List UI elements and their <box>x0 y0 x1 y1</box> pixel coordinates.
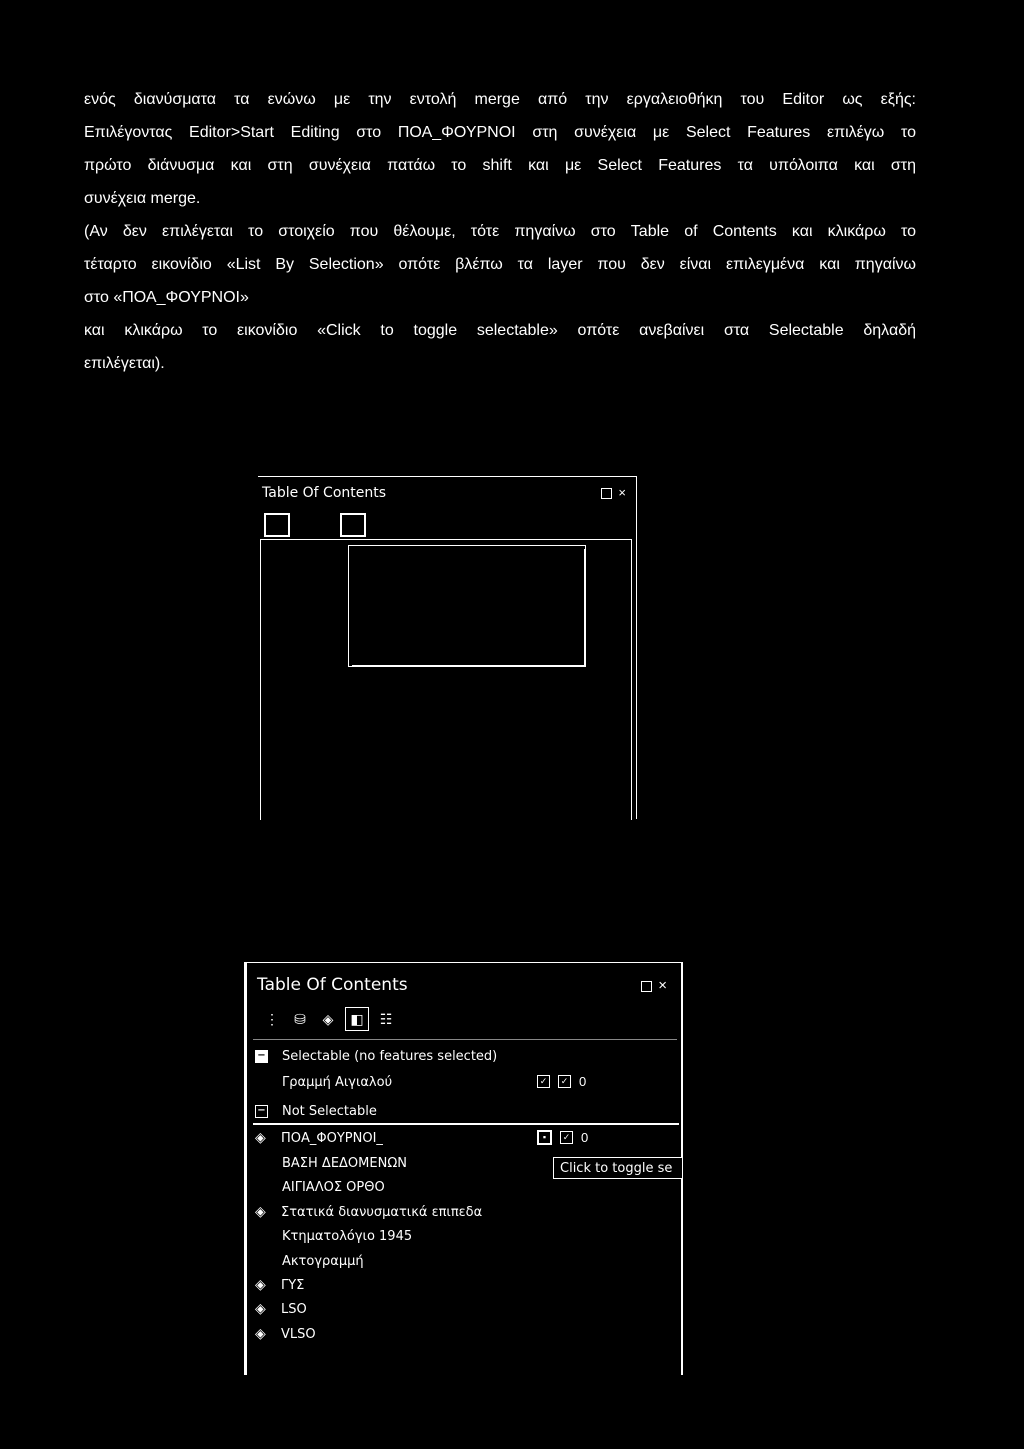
text-line: ενός διανύσματα τα ενώνω με την εντολή merge από την εργαλειοθήκη του Editor ως εξής: <box>84 91 916 108</box>
tooltip: Click to toggle se <box>553 1157 683 1179</box>
group-label: Selectable (no features selected) <box>282 1048 498 1064</box>
selected-count: 0 <box>581 1130 589 1145</box>
restore-icon[interactable] <box>601 488 612 499</box>
layer-label: ΠΟΑ_ΦΟΥΡΝΟΙ_ <box>281 1130 383 1146</box>
layer-row-poa[interactable] <box>255 1127 383 1149</box>
text-line: και κλικάρω το εικονίδιο «Click to toggle selectable» οπότε ανεβαίνει στα Selectable δηλαδή <box>84 322 916 339</box>
restore-icon[interactable] <box>641 981 652 992</box>
layer-row[interactable] <box>255 1071 392 1093</box>
layer-label: VLSO <box>281 1326 316 1342</box>
layer-row[interactable] <box>255 1152 407 1174</box>
text-line: επιλέγεται). <box>84 355 165 372</box>
text-line: (Αν δεν επιλέγεται το στοιχείο που θέλουμε, τότε πηγαίνω στο Table of Contents και κλικάρω το <box>84 223 916 240</box>
layer-icon: ◈ <box>255 1326 266 1342</box>
layer-selection-controls <box>537 1130 588 1145</box>
selection-highlight <box>253 1123 679 1125</box>
close-icon[interactable]: × <box>658 977 667 994</box>
text-line: τέταρτο εικονίδιο «List By Selection» οπότε βλέπω τα layer που δεν είναι επιλεγμένα και πηγαίνω <box>84 256 916 273</box>
toc-toolbar <box>261 1007 397 1031</box>
text-line: Επιλέγοντας Editor>Start Editing στο ΠΟΑ_ΦΟΥΡΝΟΙ στη συνέχεια με Select Features επιλέγω το <box>84 124 916 141</box>
paragraph-merge-instructions <box>84 83 916 215</box>
group-selectable[interactable] <box>255 1045 497 1067</box>
layer-row[interactable] <box>255 1274 304 1296</box>
collapse-icon[interactable]: − <box>255 1050 268 1063</box>
paragraph-selection-note <box>84 215 916 380</box>
toggle-selectable-icon[interactable]: ▪ <box>537 1130 552 1145</box>
layer-label: ΒΑΣΗ ΔΕΔΟΜΕΝΩΝ <box>282 1155 407 1171</box>
layer-label: Στατικά διανυσματικά επιπεδα <box>281 1204 483 1220</box>
text-line: συνέχεια merge. <box>84 190 201 207</box>
toggle-selectable-icon[interactable]: ✓ <box>537 1075 550 1088</box>
layer-icon: ◈ <box>255 1301 266 1317</box>
toolbar-divider <box>253 1039 677 1040</box>
window-buttons <box>641 977 667 994</box>
layer-row[interactable] <box>255 1250 364 1272</box>
selected-count: 0 <box>579 1074 587 1089</box>
list-by-visibility-icon[interactable]: ◈ <box>322 1010 334 1027</box>
toolbar-button[interactable] <box>340 513 366 537</box>
text-line: στο «ΠΟΑ_ΦΟΥΡΝΟΙ» <box>84 289 249 306</box>
layer-icon: ◈ <box>255 1204 266 1220</box>
clear-selection-icon[interactable]: ✓ <box>560 1131 573 1144</box>
layer-icon: ◈ <box>255 1277 266 1293</box>
collapse-icon[interactable]: − <box>255 1105 268 1118</box>
close-icon[interactable]: × <box>618 485 626 500</box>
group-label: Not Selectable <box>282 1103 377 1119</box>
layer-row[interactable] <box>255 1298 307 1320</box>
toc-panel-screenshot-2 <box>244 962 683 1375</box>
layer-icon: ◈ <box>255 1130 266 1146</box>
text-line: πρώτο διάνυσμα και στη συνέχεια πατάω το shift και με Select Features τα υπόλοιπα και στη <box>84 157 916 174</box>
layer-label: Κτηματολόγιο 1945 <box>282 1228 413 1244</box>
layer-selection-controls <box>537 1074 586 1089</box>
layer-label: LSO <box>281 1301 307 1317</box>
toc-inner-shadow <box>352 549 585 666</box>
toc-title: Table Of Contents <box>257 975 408 995</box>
list-by-selection-icon[interactable]: ◧ <box>345 1007 369 1031</box>
list-by-source-icon[interactable]: ⛁ <box>294 1010 306 1027</box>
options-icon[interactable]: ☷ <box>379 1010 393 1027</box>
window-buttons <box>601 485 626 500</box>
clear-selection-icon[interactable]: ✓ <box>558 1075 571 1088</box>
layer-label: ΑΙΓΙΑΛΟΣ ΟΡΘΟ <box>282 1179 385 1195</box>
layer-row[interactable] <box>255 1201 482 1223</box>
layer-row[interactable] <box>255 1323 316 1345</box>
list-by-drawing-order-icon[interactable]: ⋮ <box>265 1010 279 1027</box>
toc-title: Table Of Contents <box>262 485 387 501</box>
toc-panel-screenshot-1 <box>258 476 637 819</box>
layer-row[interactable] <box>255 1225 412 1247</box>
group-not-selectable[interactable] <box>255 1100 377 1122</box>
layer-label: ΓΥΣ <box>281 1277 305 1293</box>
layer-label: Ακτογραμμή <box>282 1253 364 1269</box>
toolbar-button[interactable] <box>264 513 290 537</box>
layer-label: Γραμμή Αιγιαλού <box>282 1074 393 1090</box>
layer-row[interactable] <box>255 1176 385 1198</box>
